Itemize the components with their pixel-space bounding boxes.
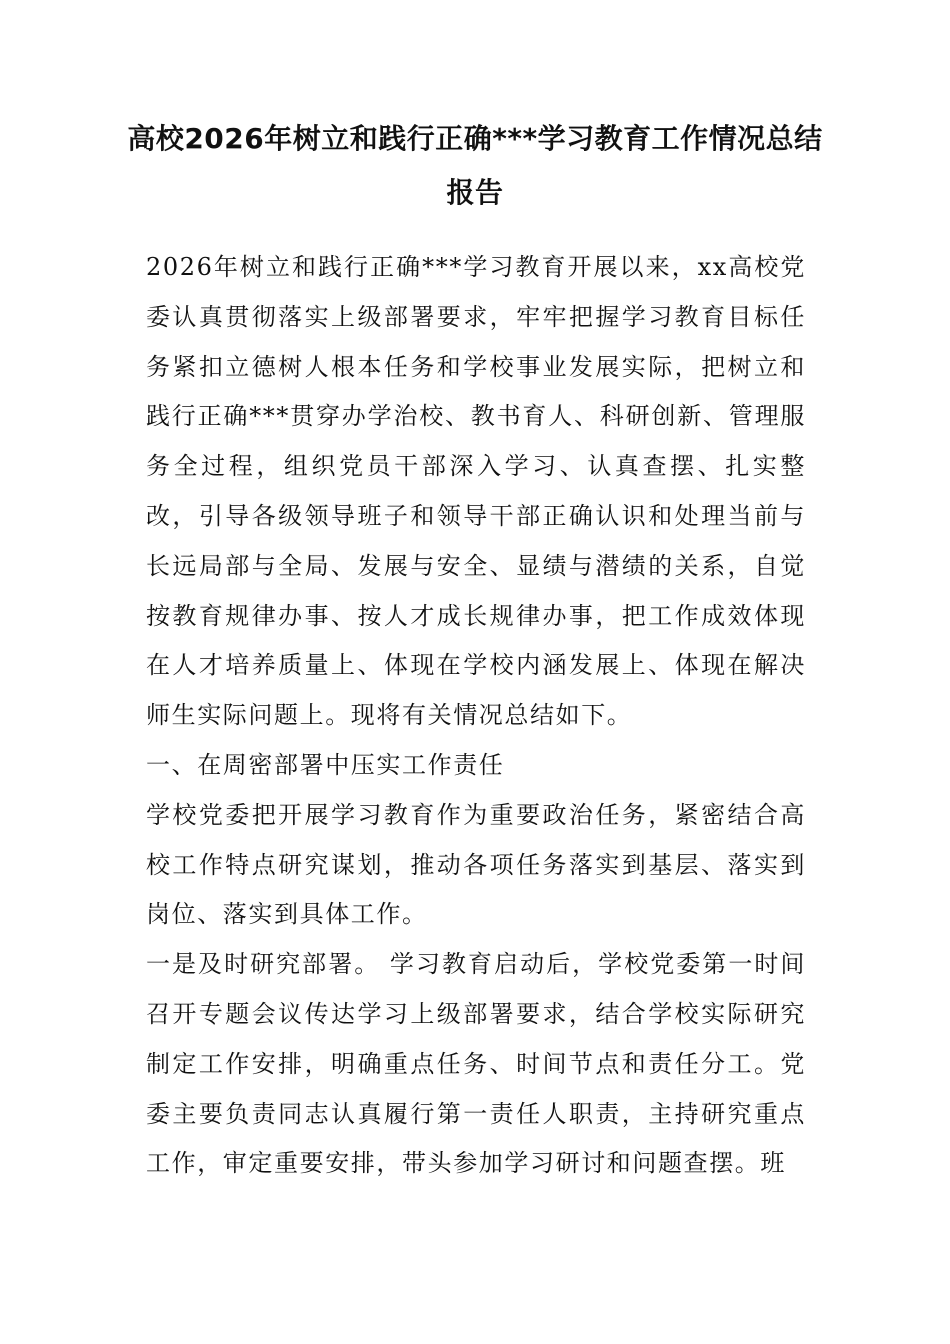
section-heading-1: 一、在周密部署中压实工作责任 [146, 750, 505, 779]
intro-paragraph: 2026年树立和践行正确***学习教育开展以来，xx高校党委认真贯彻落实上级部署要求，牢牢把握学习教育目标任务紧扣立德树人根本任务和学校事业发展实际，把树立和践行正确***贯穿办学治校、教书育人、科研创新、管理服务全过程，组织党员干部深入学习、认真查摆、扎实整改，引导各级领导班子和领导干部正确认识和处理当前与长远局部与全局、发展与安全、显绩与潜绩的关系，自觉按教育规律办事、按人才成长规律办事，把工作成效体现在人才培养质量上、体现在学校内涵发展上、体现在解决师生实际问题上。现将有关情况总结如下。 [146, 253, 806, 730]
document-title: 高校2026年树立和践行正确***学习教育工作情况总结报告 [127, 122, 823, 209]
section-1-point-1-paragraph: 一是及时研究部署。 学习教育启动后，学校党委第一时间召开专题会议传达学习上级部署要求，结合学校实际研究制定工作安排，明确重点任务、时间节点和责任分工。党委主要负责同志认真履行第一责任人职责，主持研究重点工作，审定重要安排，带头参加学习研讨和问题查摆。班 [146, 950, 806, 1178]
document-body [146, 243, 806, 1189]
section-1-paragraph: 学校党委把开展学习教育作为重要政治任务，紧密结合高校工作特点研究谋划，推动各项任务落实到基层、落实到岗位、落实到具体工作。 [146, 800, 806, 929]
